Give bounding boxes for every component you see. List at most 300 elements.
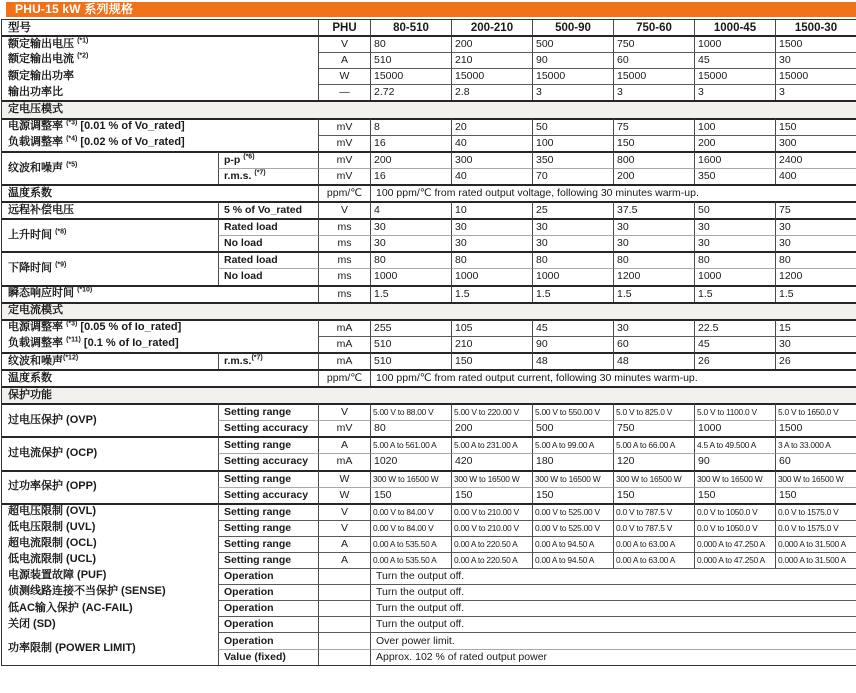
value-cell: [370, 487, 451, 503]
cell-text: 300: [455, 153, 473, 166]
cell-text: 150: [779, 488, 797, 501]
cell-text-suffix: [0.05 % of Io_rated]: [77, 321, 182, 334]
cell-text: 电源调整率: [8, 321, 67, 334]
cell-text: Setting accuracy: [224, 422, 309, 435]
value-cell: [775, 487, 856, 503]
spec-sublabel-cell: [218, 168, 318, 184]
value-cell: [613, 68, 694, 84]
value-cell: [370, 201, 451, 218]
cell-text: 200: [455, 38, 473, 51]
cell-text: 750-60: [636, 21, 672, 34]
value-cell: [370, 135, 451, 151]
value-cell: [775, 268, 856, 284]
unit-cell: [318, 420, 370, 436]
model-header-cell: [370, 20, 451, 35]
cell-text: Turn the output off.: [376, 586, 465, 599]
cell-text: Operation: [224, 586, 274, 599]
value-cell: [532, 68, 613, 84]
cell-text: 5.00 A to 561.00 A: [373, 440, 437, 451]
cell-text: 420: [455, 455, 473, 468]
cell-text: Operation: [224, 602, 274, 615]
value-cell: [532, 403, 613, 420]
cell-text: 30: [698, 237, 710, 250]
cell-text: 150: [698, 488, 716, 501]
cell-text: 30: [617, 321, 629, 334]
cell-text: V: [340, 505, 348, 518]
value-cell: [694, 470, 775, 487]
cell-text: 0.0 V to 1050.0 V: [697, 522, 758, 533]
cell-text: 30: [779, 54, 791, 67]
value-cell: [694, 436, 775, 453]
spec-sublabel-cell: [218, 352, 318, 369]
cell-text: 510: [374, 354, 392, 367]
value-cell: [613, 235, 694, 251]
cell-text: 750: [617, 422, 635, 435]
spec-label-cell: [2, 184, 318, 201]
cell-text: 150: [536, 488, 554, 501]
cell-text: PHU: [332, 21, 357, 34]
cell-text: 48: [617, 354, 629, 367]
value-cell: [451, 552, 532, 568]
unit-cell: [318, 251, 370, 268]
value-cell: [451, 536, 532, 552]
unit-cell: [318, 84, 370, 100]
cell-text: 120: [617, 455, 635, 468]
cell-text: 210: [455, 54, 473, 67]
value-cell: [775, 118, 856, 135]
value-cell: [613, 436, 694, 453]
value-cell: [775, 68, 856, 84]
cell-text: 15000: [536, 70, 566, 83]
cell-text: 60: [617, 337, 629, 350]
spec-label-cell: [2, 251, 218, 284]
value-cell: [694, 151, 775, 168]
cell-text: 电源调整率: [8, 120, 67, 133]
value-cell: [370, 436, 451, 453]
cell-text: 0.0 V to 787.5 V: [616, 506, 673, 517]
cell-text: 300 W to 16500 W: [697, 473, 763, 484]
cell-text: V: [340, 38, 348, 51]
cell-text: p-p: [224, 153, 244, 166]
section-row: [2, 302, 856, 319]
cell-text: Value (fixed): [224, 650, 286, 663]
cell-text: Setting range: [224, 521, 292, 534]
value-cell: [451, 352, 532, 369]
cell-text: 30: [374, 237, 386, 250]
value-cell: [694, 453, 775, 469]
cell-text: 16: [374, 169, 386, 182]
model-header-cell: [694, 20, 775, 35]
cell-text: 150: [374, 488, 392, 501]
spec-sublabel-cell: [218, 470, 318, 487]
cell-text: W: [339, 488, 350, 501]
cell-text: 1500-30: [794, 21, 838, 34]
unit-cell: [318, 470, 370, 487]
value-cell: [532, 285, 613, 302]
spec-label-cell: [2, 436, 218, 469]
value-cell: [370, 168, 451, 184]
cell-text: 400: [779, 169, 797, 182]
value-cell: [451, 503, 532, 520]
cell-text: 0.00 A to 535.50 A: [373, 539, 437, 550]
spec-label-cell: [2, 135, 318, 151]
unit-cell: [318, 403, 370, 420]
cell-text: 100: [536, 136, 554, 149]
cell-text: 60: [779, 455, 791, 468]
cell-text: 30: [374, 221, 386, 234]
value-cell: [451, 35, 532, 52]
value-cell: [451, 84, 532, 100]
table-row: [2, 84, 856, 100]
section-row: [2, 100, 856, 117]
cell-text: 30: [455, 221, 467, 234]
cell-text: 1.5: [455, 287, 470, 300]
value-cell: [613, 285, 694, 302]
cell-text: 300: [779, 136, 797, 149]
value-cell: [451, 453, 532, 469]
table-row: [2, 184, 856, 201]
spec-label-cell: [2, 632, 218, 664]
value-cell: [451, 285, 532, 302]
spec-label-cell: [2, 319, 318, 336]
value-cell: [451, 520, 532, 536]
value-cell: [694, 536, 775, 552]
note-cell: [370, 184, 856, 201]
cell-text: mA: [336, 321, 353, 334]
cell-text-suffix: [0.1 % of Io_rated]: [80, 337, 179, 350]
cell-text: 45: [698, 54, 710, 67]
cell-text: 额定输出功率: [8, 69, 74, 82]
spec-sublabel-cell: [218, 616, 318, 632]
value-cell: [775, 35, 856, 52]
cell-text: 90: [698, 455, 710, 468]
value-cell: [532, 118, 613, 135]
value-cell: [775, 470, 856, 487]
cell-text: 15000: [617, 70, 647, 83]
value-cell: [451, 135, 532, 151]
cell-text: Setting range: [224, 505, 292, 518]
value-cell: [694, 352, 775, 369]
spec-sublabel-cell: [218, 201, 318, 218]
cell-text: 510: [374, 337, 392, 350]
cell-text: 500: [536, 422, 554, 435]
cell-text: ms: [337, 287, 352, 300]
unit-cell: [318, 536, 370, 552]
cell-text: 350: [536, 153, 554, 166]
value-cell: [613, 151, 694, 168]
unit-cell: [318, 68, 370, 84]
value-cell: [613, 218, 694, 235]
value-cell: [775, 235, 856, 251]
value-cell: [370, 336, 451, 352]
value-cell: [451, 235, 532, 251]
footnote-superscript: (*2): [77, 52, 89, 60]
spec-sublabel-cell: [218, 568, 318, 584]
cell-text: 100 ppm/℃ from rated output voltage, following 30 minutes warm-up.: [376, 186, 699, 199]
cell-text: 0.00 V to 84.00 V: [373, 522, 434, 533]
footnote-superscript: (*4): [66, 135, 78, 143]
cell-text: 3: [698, 86, 704, 99]
cell-text: 200: [698, 136, 716, 149]
cell-text: ppm/℃: [326, 186, 363, 199]
cell-text: 过电流保护 (OCP): [8, 447, 98, 460]
spec-label-cell: [2, 503, 218, 520]
table-row: [2, 552, 856, 568]
spec-sublabel-cell: [218, 436, 318, 453]
spec-sublabel-cell: [218, 151, 318, 168]
cell-text: 1.5: [536, 287, 551, 300]
model-header-cell: [613, 20, 694, 35]
value-cell: [370, 403, 451, 420]
spec-sublabel-cell: [218, 600, 318, 616]
cell-text: Rated load: [224, 254, 278, 267]
cell-text: 800: [617, 153, 635, 166]
cell-text: 上升时间: [8, 228, 56, 241]
value-cell: [532, 235, 613, 251]
cell-text: 30: [617, 237, 629, 250]
cell-text: ppm/℃: [326, 372, 363, 384]
spec-sublabel-cell: [218, 403, 318, 420]
cell-text: 低AC输入保护 (AC-FAIL): [8, 601, 133, 614]
cell-text: 80: [374, 422, 386, 435]
cell-text: 1.5: [617, 287, 632, 300]
cell-text: Setting range: [224, 554, 292, 567]
value-cell: [451, 436, 532, 453]
value-cell: [613, 251, 694, 268]
cell-text: 纹波和噪声: [8, 354, 63, 367]
cell-text: 5.00 V to 550.00 V: [535, 407, 600, 418]
value-cell: [775, 201, 856, 218]
footnote-superscript: (*12): [63, 353, 79, 361]
cell-text: 40: [455, 136, 467, 149]
spec-label-cell: [2, 84, 318, 100]
cell-text: Approx. 102 % of rated output power: [376, 650, 548, 663]
table-row: [2, 568, 856, 584]
cell-text: 20: [455, 120, 467, 133]
cell-text: 0.0 V to 1050.0 V: [697, 506, 758, 517]
value-cell: [532, 336, 613, 352]
cell-text: 30: [779, 221, 791, 234]
cell-text: 210: [455, 337, 473, 350]
unit-cell: [318, 268, 370, 284]
unit-cell: [318, 584, 370, 600]
spec-sublabel-cell: [218, 503, 318, 520]
value-cell: [694, 268, 775, 284]
cell-text: 0.00 V to 84.00 V: [373, 506, 434, 517]
cell-text: 0.00 A to 220.50 A: [454, 555, 518, 566]
cell-text: 200: [374, 153, 392, 166]
value-cell: [694, 84, 775, 100]
value-cell: [370, 453, 451, 469]
footnote-superscript: (*11): [66, 336, 81, 344]
value-cell: [694, 503, 775, 520]
cell-text: 纹波和噪声: [8, 161, 67, 174]
value-cell: [613, 487, 694, 503]
unit-cell: [318, 184, 370, 201]
footnote-superscript: (*1): [77, 37, 89, 45]
value-cell: [370, 235, 451, 251]
cell-text: 3: [617, 86, 623, 99]
cell-text: Operation: [224, 618, 274, 631]
table-row: [2, 218, 856, 235]
table-row: [2, 503, 856, 520]
value-cell: [613, 552, 694, 568]
value-cell: [451, 420, 532, 436]
value-cell: [775, 135, 856, 151]
cell-text: 100 ppm/℃ from rated output current, following 30 minutes warm-up.: [376, 372, 698, 384]
cell-text: 90: [536, 337, 548, 350]
cell-text: 1000: [698, 422, 722, 435]
cell-text: 30: [779, 237, 791, 250]
cell-text: 75: [779, 204, 791, 217]
value-cell: [370, 319, 451, 336]
cell-text: 1600: [698, 153, 722, 166]
value-cell: [613, 268, 694, 284]
spec-sublabel-cell: [218, 218, 318, 235]
spec-label-cell: [2, 552, 218, 568]
cell-text: 1.5: [374, 287, 389, 300]
value-cell: [613, 52, 694, 68]
cell-text: V: [340, 521, 348, 534]
cell-text: 0.0 V to 787.5 V: [616, 522, 673, 533]
value-cell: [532, 218, 613, 235]
cell-text: 500: [536, 38, 554, 51]
cell-text: V: [340, 204, 348, 217]
table-row: [2, 52, 856, 68]
cell-text: 180: [536, 455, 554, 468]
value-cell: [775, 251, 856, 268]
spec-table: [1, 19, 856, 666]
cell-text: 150: [617, 136, 635, 149]
cell-text: 90: [536, 54, 548, 67]
unit-cell: [318, 487, 370, 503]
unit-cell: [318, 600, 370, 616]
cell-text: 105: [455, 321, 473, 334]
cell-text: 25: [536, 204, 548, 217]
value-cell: [532, 552, 613, 568]
model-header-cell: [775, 20, 856, 35]
cell-text: 温度系数: [8, 371, 52, 384]
section-header-cell: [2, 386, 856, 403]
unit-cell: [318, 201, 370, 218]
cell-text: 额定输出电流: [8, 53, 78, 66]
value-cell: [532, 487, 613, 503]
cell-text-suffix: [0.01 % of Vo_rated]: [77, 120, 185, 133]
cell-text: 0.000 A to 31.500 A: [778, 539, 846, 550]
spec-label-cell: [2, 352, 218, 369]
section-header-cell: [2, 302, 856, 319]
unit-cell: [318, 168, 370, 184]
cell-text: 16: [374, 136, 386, 149]
value-cell: [451, 336, 532, 352]
table-row: [2, 35, 856, 52]
value-cell: [694, 118, 775, 135]
cell-text: 负载调整率: [8, 337, 67, 350]
cell-text: Turn the output off.: [376, 570, 465, 583]
cell-text: 300 W to 16500 W: [454, 473, 520, 484]
value-cell: [370, 218, 451, 235]
table-row: [2, 135, 856, 151]
cell-text: mV: [336, 169, 353, 182]
cell-text: 定电流模式: [8, 304, 63, 317]
value-cell: [694, 285, 775, 302]
unit-cell: [318, 649, 370, 665]
table-row: [2, 520, 856, 536]
section-row: [2, 386, 856, 403]
cell-text: 300 W to 16500 W: [778, 473, 844, 484]
spec-label-cell: [2, 616, 218, 632]
cell-text: 26: [698, 354, 710, 367]
cell-text: 150: [455, 354, 473, 367]
cell-text: 5.0 V to 825.0 V: [616, 407, 673, 418]
value-cell: [775, 151, 856, 168]
value-cell: [532, 168, 613, 184]
table-row: [2, 319, 856, 336]
value-cell: [370, 118, 451, 135]
spec-label-cell: [2, 118, 318, 135]
cell-text: A: [340, 439, 348, 452]
value-cell: [694, 336, 775, 352]
cell-text: 过功率保护 (OPP): [8, 480, 97, 493]
unit-cell: [318, 336, 370, 352]
cell-text: 22.5: [698, 321, 719, 334]
cell-text: 超电流限制 (OCL): [8, 537, 97, 550]
value-cell: [775, 436, 856, 453]
note-cell: [370, 632, 856, 648]
unit-cell: [318, 151, 370, 168]
unit-cell: [318, 552, 370, 568]
cell-text: 0.00 V to 525.00 V: [535, 506, 600, 517]
cell-text: 0.0 V to 1575.0 V: [778, 506, 839, 517]
value-cell: [451, 403, 532, 420]
cell-text: Turn the output off.: [376, 602, 465, 615]
cell-text: 4: [374, 204, 380, 217]
cell-text: 48: [536, 354, 548, 367]
cell-text: ms: [337, 270, 352, 283]
cell-text: 0.0 V to 1575.0 V: [778, 522, 839, 533]
cell-text: Turn the output off.: [376, 618, 465, 631]
cell-text: 100: [698, 120, 716, 133]
cell-text: 150: [617, 488, 635, 501]
cell-text: 26: [779, 354, 791, 367]
value-cell: [451, 319, 532, 336]
cell-text: 1020: [374, 455, 398, 468]
table-row: [2, 470, 856, 487]
spec-label-cell: [2, 285, 318, 302]
cell-text: 80: [698, 254, 710, 267]
cell-text: 15: [779, 321, 791, 334]
value-cell: [532, 420, 613, 436]
value-cell: [775, 536, 856, 552]
cell-text: 300 W to 16500 W: [535, 473, 601, 484]
cell-text: 80-510: [393, 21, 429, 34]
cell-text: Over power limit.: [376, 634, 455, 647]
cell-text: 80: [536, 254, 548, 267]
cell-text: V: [340, 406, 348, 419]
cell-text: 5.00 A to 99.00 A: [535, 440, 595, 451]
cell-text: 过电压保护 (OVP): [8, 413, 97, 426]
value-cell: [532, 536, 613, 552]
unit-cell: [318, 285, 370, 302]
cell-text: 30: [536, 237, 548, 250]
value-cell: [775, 552, 856, 568]
spec-label-cell: [2, 369, 318, 386]
unit-cell: [318, 52, 370, 68]
value-cell: [694, 251, 775, 268]
cell-text: 30: [779, 337, 791, 350]
footnote-superscript: (*7): [251, 354, 263, 362]
model-header-cell: [451, 20, 532, 35]
